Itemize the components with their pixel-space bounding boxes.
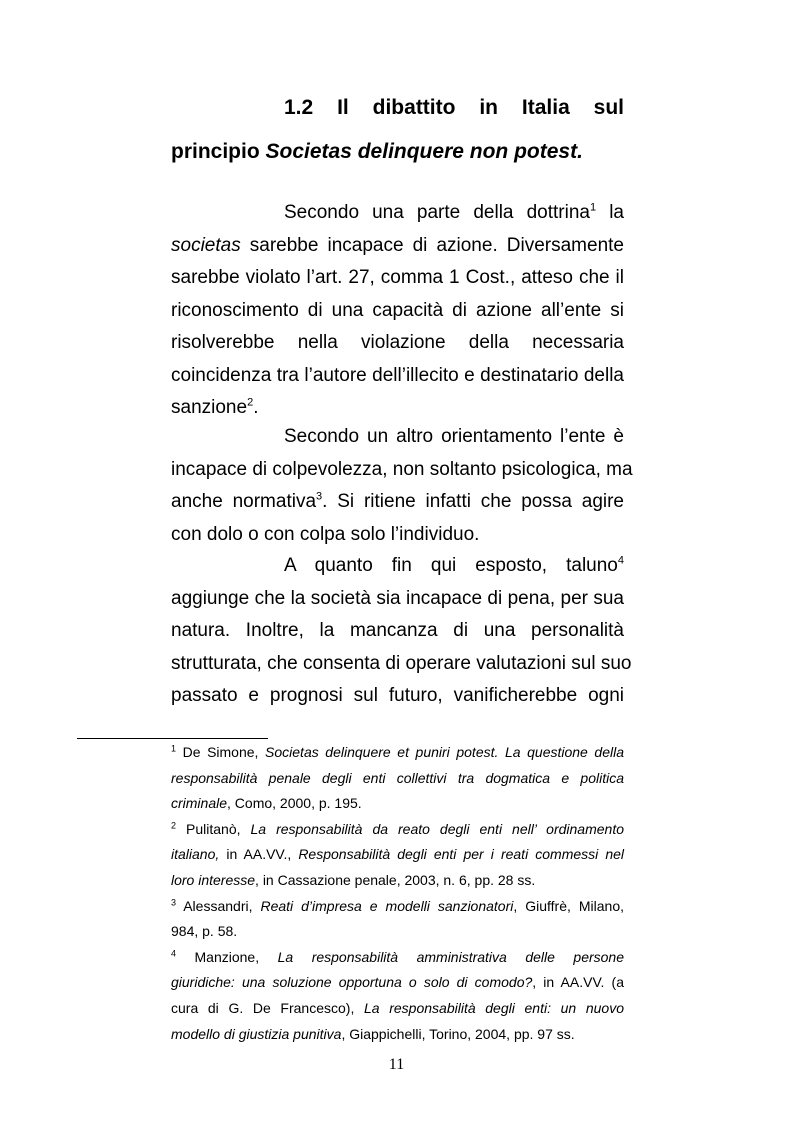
- paragraph-1: Secondo una parte della dottrina$^1$ la societas sarebbe incapace di azione. Diversamente sarebbe violato l’art. 27, comma 1 Cost., atteso che il riconoscimento di una capacità di azione all’ente si risolverebbe nella violazione della necessaria coincidenza tra l’autore dell’illecito e destinatario della sanzione$^2$.: [171, 201, 624, 418]
- paragraph-3: A quanto fin qui esposto, taluno$^4$ aggiunge che la società sia incapace di pena, per sua natura. Inoltre, la mancanza di una personalità strutturata, che consenta di operare valutazioni sul suo passato e prognosi sul futuro, vanificherebbe ogni: [171, 554, 632, 706]
- page-number: 11: [388, 1056, 405, 1073]
- section-title-part-2: principio: [171, 140, 260, 163]
- footnote-ref-3: 3: [316, 490, 323, 503]
- heading-line-1: [171, 86, 624, 130]
- footnote-separator: [77, 738, 268, 739]
- section-title-latin: Societas delinquere non potest.: [265, 140, 583, 163]
- heading-line-2: [171, 130, 624, 174]
- footnote-ref-1: 1: [589, 201, 597, 214]
- paragraph-2: Secondo un altro orientamento l’ente è incapace di colpevolezza, non soltanto psicologica, ma anche normativa$^3$. Si ritiene infatti che possa agire con dolo o con colpa solo l’individuo.: [171, 426, 633, 545]
- footnote-2: $^2$ Pulitanò, La responsabilità da reato degli enti nell’ ordinamento italiano, in AA.VV., Responsabilità degli enti per i reati commessi nel loro interesse, in Cassazione penale, 2003, n. 6, pp. 28 ss.: [171, 820, 625, 888]
- section-number: 1.2: [284, 96, 314, 119]
- footnotes: [171, 740, 624, 1047]
- footnote-ref-4: 4: [617, 554, 624, 567]
- section-title-part-1: Il dibattito in Italia sul: [337, 96, 624, 119]
- footnote-4: $^4$ Manzione, La responsabilità amministrativa delle persone giuridiche: una soluzione opportuna o solo di comodo?, in AA.VV. (a cura di G. De Francesco), La responsabilità degli enti: un nuovo modello di giustizia punitiva, Giappichelli, Torino, 2004, pp. 97 ss.: [171, 948, 625, 1042]
- footnote-1: $^1$ De Simone, Societas delinquere et puniri potest. La questione della responsabilità penale degli enti collettivi tra dogmatica e politica criminale, Como, 2000, p. 195.: [171, 743, 624, 812]
- section-heading: [171, 86, 624, 174]
- footnote-3: $^3$ Alessandri, Reati d’impresa e modelli sanzionatori, Giuffrè, Milano, 984, p. 58.: [171, 896, 625, 940]
- footnote-ref-2: 2: [247, 396, 254, 409]
